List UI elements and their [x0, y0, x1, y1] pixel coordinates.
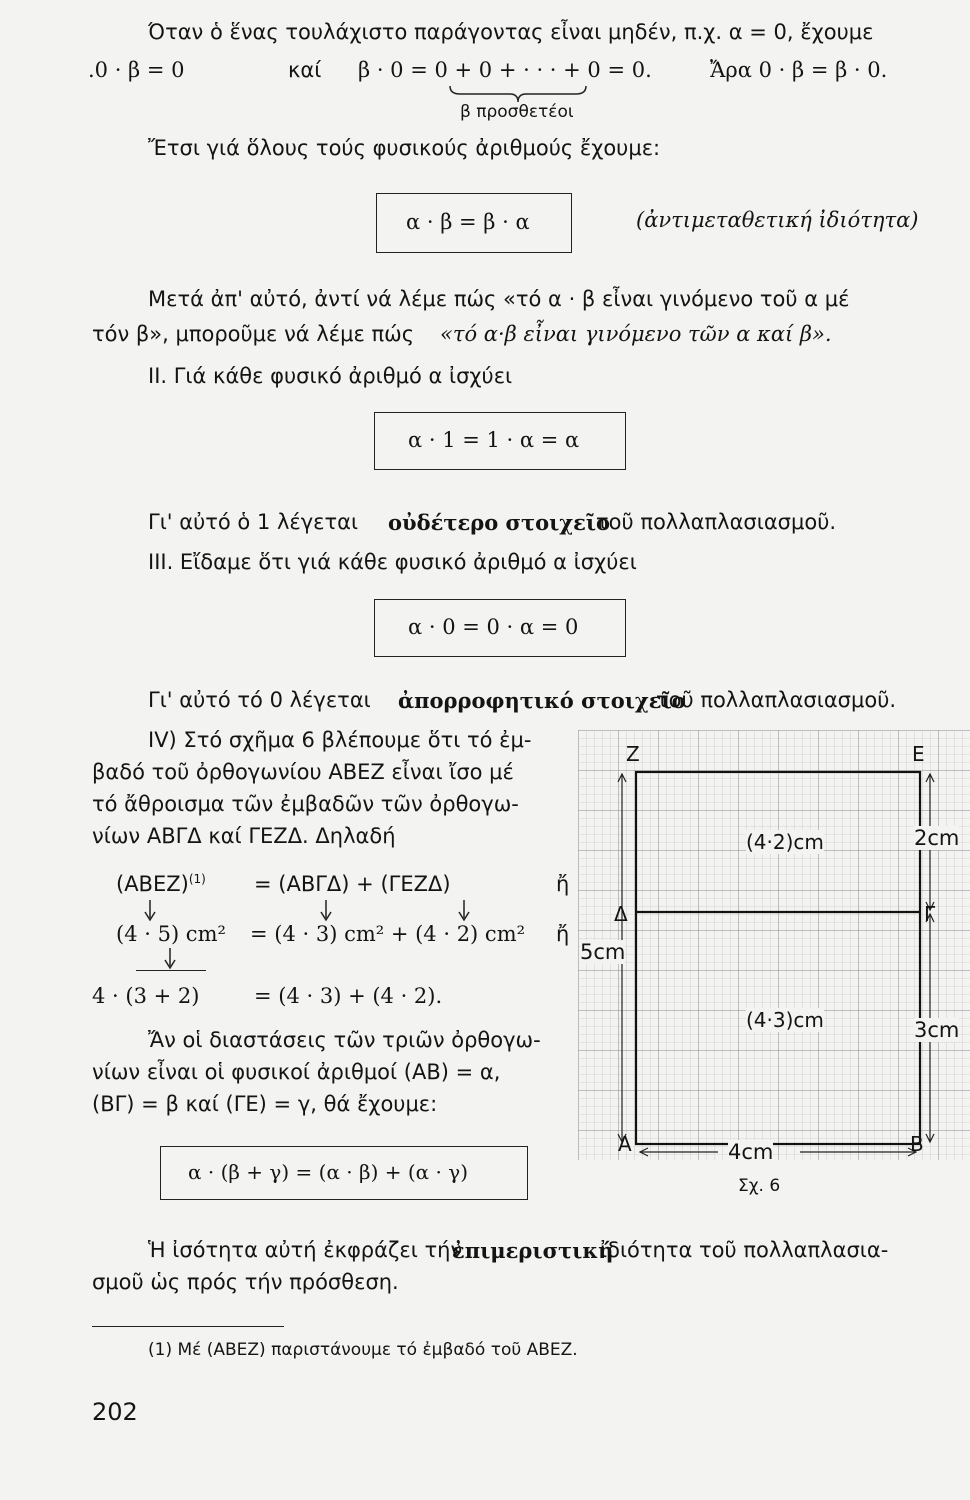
distrib-text-a: Ἡ ἰσότητα αὐτή ἐκφράζει τήν: [148, 1238, 463, 1262]
section-4-line-2: βαδό τοῦ ὀρθογωνίου ΑΒΕΖ εἶναι ἴσο μέ: [92, 760, 514, 784]
lower-area-label: (4·3)cm: [746, 1008, 824, 1032]
distrib-text-c: ἰδιότητα τοῦ πολλαπλασια-: [600, 1238, 889, 1262]
property-commutative: (ἀντιμεταθετική ἰδιότητα): [636, 208, 919, 232]
upper-area-label: (4·2)cm: [746, 830, 824, 854]
absorb-text-c: τοῦ πολλαπλασιασμοῦ.: [656, 688, 897, 712]
neutral-text-a: Γι' αὐτό ὁ 1 λέγεται: [148, 510, 359, 534]
eq2-rhs: = (4 · 3) cm² + (4 · 2) cm²: [250, 922, 526, 946]
eq3-lhs: 4 · (3 + 2): [92, 984, 200, 1008]
footnote-rule: [92, 1326, 284, 1327]
neutral-text-bold: οὐδέτερο στοιχεῖο: [388, 510, 611, 535]
figure-6: [578, 730, 970, 1164]
label-gamma: Γ: [924, 902, 936, 926]
label-e: E: [912, 742, 925, 766]
eq1-or: ἤ: [556, 872, 570, 896]
section-4-line-1: IV) Στό σχῆμα 6 βλέπουμε ὅτι τό ἐμ-: [148, 728, 532, 752]
eq1-lhs: $(ABEZ)^{(1)}$: [116, 872, 206, 896]
distrib-line-2: σμοῦ ὡς πρός τήν πρόσθεση.: [92, 1270, 399, 1294]
dimension-4cm: 4cm: [728, 1140, 774, 1164]
eq3-rhs: = (4 · 3) + (4 · 2).: [254, 984, 443, 1008]
page-number: 202: [92, 1398, 138, 1426]
text-line-1: Όταν ὁ ἕνας τουλάχιστο παράγοντας εἶναι μηδέν, π.χ. α = 0, ἔχουμε: [148, 20, 874, 44]
paragraph-2-line-2b: «τό α·β εἶναι γινόμενο τῶν α καί β».: [440, 322, 832, 346]
eq2-lhs: (4 · 5) cm²: [116, 922, 226, 946]
equation-kai: καί: [288, 58, 322, 82]
equation-line-2c: Ἄρα 0 · β = β · 0.: [710, 58, 888, 82]
section-3-heading: III. Εἴδαμε ὅτι γιά κάθε φυσικό ἀριθμό α ἰσχύει: [148, 550, 637, 574]
paragraph-2-line-2a: τόν β», μποροῦμε νά λέμε πώς: [92, 322, 415, 346]
formula-absorbing: α · 0 = 0 · α = 0: [408, 615, 579, 639]
dimension-3cm: 3cm: [914, 1018, 960, 1042]
label-a: A: [618, 1132, 632, 1156]
brace-label: β προσθετέοι: [460, 102, 574, 122]
absorb-text-bold: ἀπορροφητικό στοιχεῖο: [398, 688, 686, 713]
label-delta: Δ: [614, 902, 628, 926]
section-4-line-3: τό ἄθροισμα τῶν ἐμβαδῶν τῶν ὀρθογω-: [92, 792, 519, 816]
formula-distributive: α · (β + γ) = (α · β) + (α · γ): [188, 1160, 468, 1184]
absorb-text-a: Γι' αὐτό τό 0 λέγεται: [148, 688, 371, 712]
equation-arrow-2: [140, 946, 220, 976]
overline: [136, 970, 206, 971]
text-line-3: Ἔτσι γιά ὅλους τούς φυσικούς ἀριθμούς ἔχουμε:: [148, 136, 661, 160]
paragraph-2-line-1: Μετά ἀπ' αὐτό, ἀντί νά λέμε πώς «τό α · β εἶναι γινόμενο τοῦ α μέ: [148, 287, 850, 311]
footnote: (1) Μέ (ΑΒΕΖ) παριστάνουμε τό ἐμβαδό τοῦ ΑΒΕΖ.: [148, 1340, 578, 1360]
dimension-2cm: 2cm: [914, 826, 960, 850]
label-b: B: [910, 1132, 924, 1156]
section-4b-line-3: (ΒΓ) = β καί (ΓΕ) = γ, θά ἔχουμε:: [92, 1092, 438, 1116]
formula-neutral: α · 1 = 1 · α = α: [408, 428, 580, 452]
figure-grid: [578, 730, 970, 1160]
section-4b-line-2: νίων εἶναι οἱ φυσικοί ἀριθμοί (ΑΒ) = α,: [92, 1060, 501, 1084]
dimension-5cm: 5cm: [580, 940, 626, 964]
equation-line-2b: β · 0 = 0 + 0 + · · · + 0 = 0.: [358, 58, 652, 82]
distrib-text-bold: ἐπιμεριστική: [452, 1238, 614, 1263]
equation-line-2a: .0 · β = 0: [88, 58, 185, 82]
section-4b-line-1: Ἄν οἱ διαστάσεις τῶν τριῶν ὀρθογω-: [148, 1028, 541, 1052]
neutral-text-c: τοῦ πολλαπλασιασμοῦ.: [596, 510, 837, 534]
eq2-or: ἤ: [556, 922, 570, 946]
underbrace: [448, 84, 588, 104]
eq1-mid: = (ΑΒΓΔ) + (ΓΕΖΔ): [254, 872, 451, 896]
figure-caption: Σχ. 6: [738, 1176, 781, 1196]
label-z: Z: [626, 742, 640, 766]
section-2-heading: II. Γιά κάθε φυσικό ἀριθμό α ἰσχύει: [148, 364, 513, 388]
formula-commutative: α · β = β · α: [406, 210, 530, 234]
section-4-line-4: νίων ΑΒΓΔ καί ΓΕΖΔ. Δηλαδή: [92, 824, 396, 848]
